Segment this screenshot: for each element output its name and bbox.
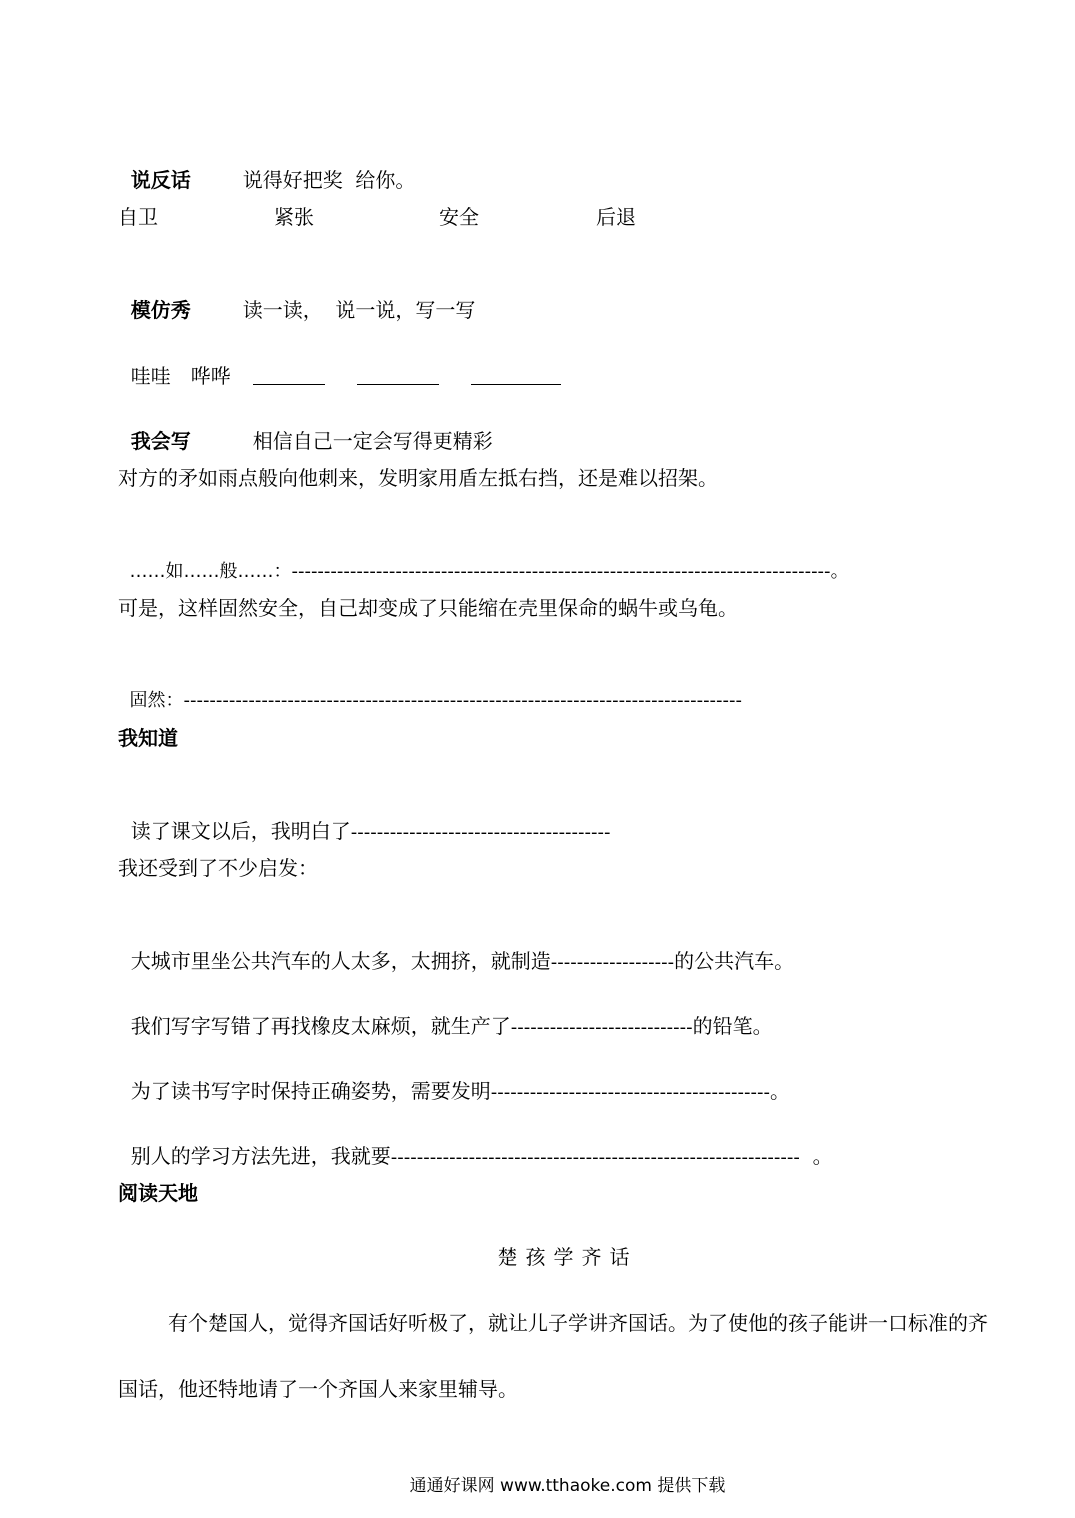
write-sentence-1: 对方的矛如雨点般向他刺来，发明家用盾左抵右挡，还是难以招架。 xyxy=(118,466,718,490)
know-line-3 xyxy=(118,919,794,977)
know-line-5 xyxy=(118,1049,790,1107)
word-3: 安全 xyxy=(439,205,479,229)
know-line-5-pre: 为了读书写字时保持正确姿势，需要发明 xyxy=(130,1079,491,1103)
story-paragraph-1: 有个楚国人，觉得齐国话好听极了，就让儿子学讲齐国话。为了使他的孩子能讲一口标准的齐 xyxy=(168,1311,988,1335)
mimic-word-2: 哗哗 xyxy=(190,364,231,388)
know-line-5-blank[interactable]: ------------------------------------------- xyxy=(490,1082,771,1103)
know-line-1 xyxy=(118,789,611,847)
write-line-1-prefix: ……如……般……： xyxy=(129,561,292,582)
mimic-blank-3[interactable] xyxy=(471,370,561,385)
know-line-6-post: 。 xyxy=(799,1144,833,1168)
mimic-row xyxy=(118,334,561,390)
section-heading-antonyms: 说反话 xyxy=(130,168,191,192)
know-line-2: 我还受到了不少启发： xyxy=(118,856,318,880)
know-line-4-blank[interactable]: ---------------------------- xyxy=(510,1017,693,1038)
page-footer: 通通好课网 www.tthaoke.com 提供下载 xyxy=(409,1476,726,1496)
word-1: 自卫 xyxy=(118,205,158,229)
antonyms-instruction: 说得好把奖 给你。 xyxy=(242,168,416,192)
know-line-4 xyxy=(118,984,773,1042)
know-line-6 xyxy=(118,1114,833,1172)
know-line-1-blank[interactable]: ---------------------------------------- xyxy=(350,822,611,843)
write-line-1 xyxy=(118,530,849,586)
write-sentence-2: 可是，这样固然安全，自己却变成了只能缩在壳里保命的蜗牛或乌龟。 xyxy=(118,596,738,620)
write-line-2-blank[interactable]: -------------------------------------------------------------------------------------- xyxy=(183,690,743,711)
word-2: 紧张 xyxy=(274,205,314,229)
word-4: 后退 xyxy=(596,205,636,229)
write-line-2-prefix: 固然： xyxy=(129,690,184,711)
know-line-3-pre: 大城市里坐公共汽车的人太多，太拥挤，就制造 xyxy=(130,949,551,973)
story-title: 楚孩学齐话 xyxy=(497,1245,638,1269)
know-line-5-post: 。 xyxy=(770,1079,791,1103)
know-line-6-pre: 别人的学习方法先进，我就要 xyxy=(130,1144,391,1168)
know-line-1-text: 读了课文以后，我明白了 xyxy=(130,819,351,843)
section-antonyms xyxy=(118,138,415,194)
know-line-4-pre: 我们写字写错了再找橡皮太麻烦，就生产了 xyxy=(130,1014,511,1038)
section-mimic xyxy=(118,268,475,324)
story-paragraph-2: 国话，他还特地请了一个齐国人来家里辅导。 xyxy=(118,1377,518,1401)
mimic-blank-1[interactable] xyxy=(253,370,325,385)
know-line-3-blank[interactable]: ------------------- xyxy=(550,952,675,973)
section-heading-mimic: 模仿秀 xyxy=(130,298,191,322)
know-line-6-blank[interactable]: --------------------------------------------------------------- xyxy=(390,1147,800,1168)
section-heading-reading: 阅读天地 xyxy=(118,1181,198,1205)
mimic-blank-2[interactable] xyxy=(357,370,439,385)
write-line-1-end: 。 xyxy=(830,561,849,582)
mimic-word-1: 哇哇 xyxy=(130,364,171,388)
write-line-2 xyxy=(118,659,742,715)
section-heading-know: 我知道 xyxy=(118,726,178,750)
section-write xyxy=(118,399,493,455)
know-line-3-post: 的公共汽车。 xyxy=(674,949,795,973)
section-heading-write: 我会写 xyxy=(130,429,191,453)
know-line-4-post: 的铅笔。 xyxy=(692,1014,773,1038)
write-line-1-blank[interactable]: ----------------------------------------------------------------------------------- xyxy=(291,561,831,582)
mimic-instruction: 读一读， 说一说，写一写 xyxy=(242,298,476,322)
write-instruction: 相信自己一定会写得更精彩 xyxy=(252,429,493,453)
